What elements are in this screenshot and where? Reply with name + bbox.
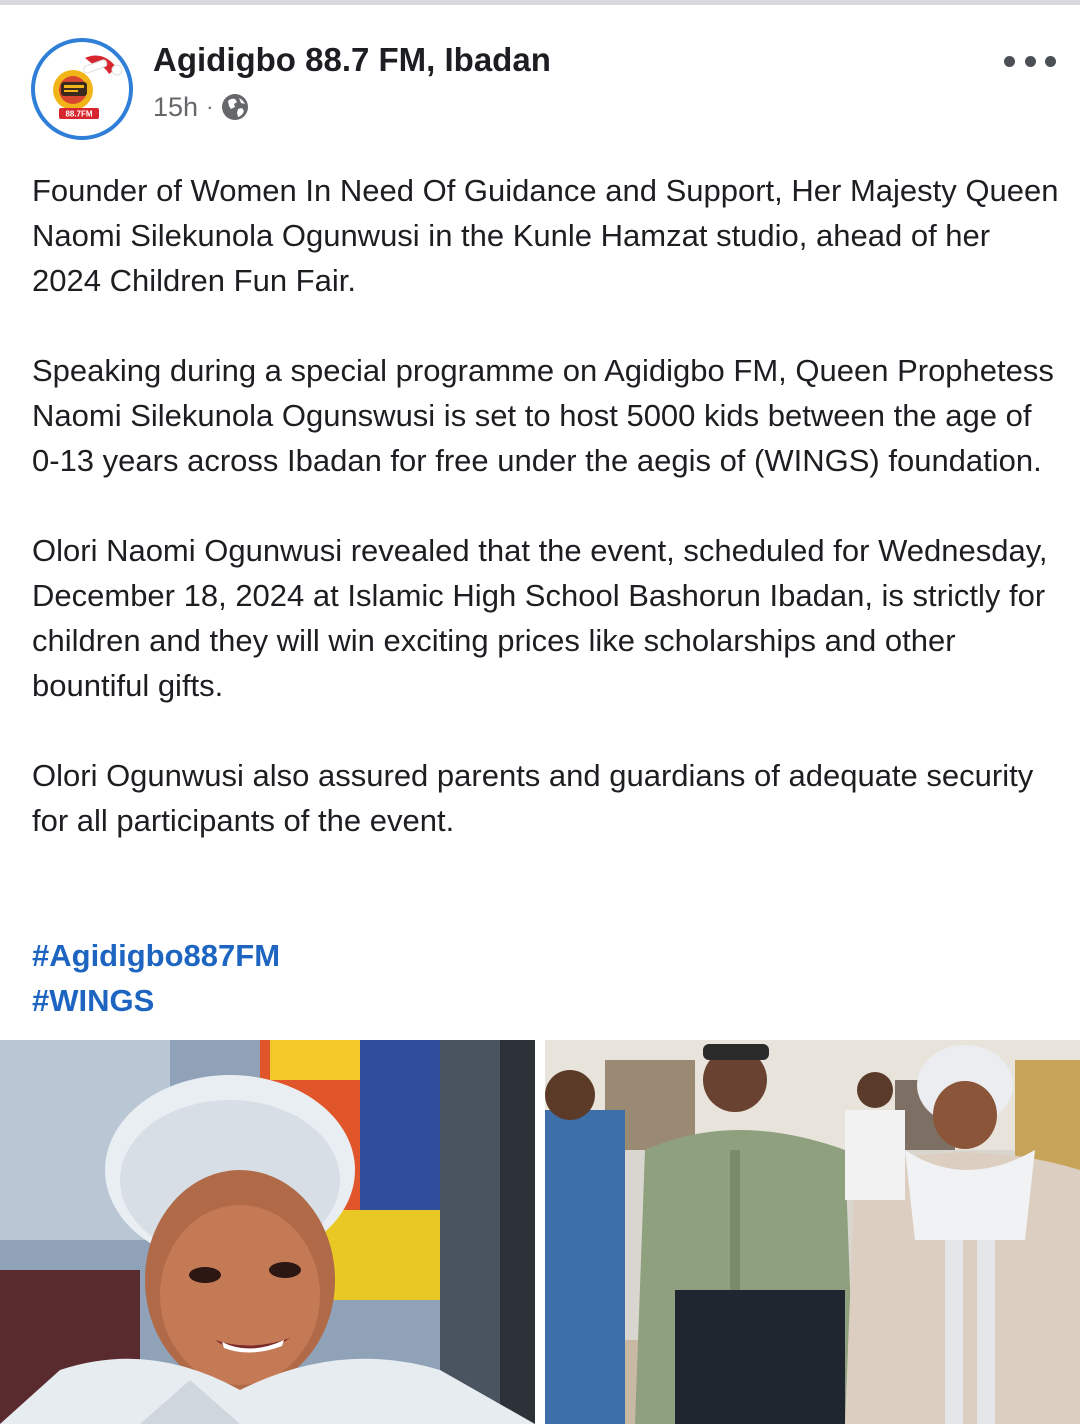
post-photo-right[interactable] bbox=[545, 1040, 1080, 1424]
station-logo-icon bbox=[37, 44, 127, 134]
meta-separator: · bbox=[206, 94, 214, 119]
globe-icon bbox=[220, 92, 250, 122]
post-photo-left[interactable] bbox=[0, 1040, 535, 1424]
hashtag-link[interactable]: #Agidigbo887FM bbox=[32, 938, 281, 973]
facebook-post bbox=[0, 5, 1080, 1419]
post-body bbox=[32, 168, 1062, 888]
hashtag-link[interactable]: #WINGS bbox=[32, 983, 155, 1018]
post-paragraph: Olori Ogunwusi also assured parents and guardians of adequate security for all participants of the event. bbox=[32, 758, 1034, 838]
post-paragraph: Olori Naomi Ogunwusi revealed that the event, scheduled for Wednesday, December 18, 2024 at Islamic High School Bashorun Ibadan, is strictly for children and they will win exciting prices like scholarships and other bountiful gifts. bbox=[32, 533, 1048, 703]
post-paragraph: Speaking during a special programme on Agidigbo FM, Queen Prophetess Naomi Silekunola Ogunswusi is set to host 5000 kids between the age of 0-13 years across Ibadan for free under the aegis of (WINGS) foundation. bbox=[32, 353, 1054, 478]
page-avatar[interactable] bbox=[31, 38, 133, 140]
hashtag-list bbox=[32, 933, 280, 1023]
svg-text:88.7FM: 88.7FM bbox=[65, 109, 93, 119]
photo-queen-studio bbox=[0, 1040, 535, 1424]
post-meta bbox=[153, 90, 250, 124]
page-name-link[interactable]: Agidigbo 88.7 FM, Ibadan bbox=[153, 41, 551, 78]
more-options-button[interactable] bbox=[1000, 43, 1060, 79]
post-timestamp[interactable]: 15h bbox=[153, 91, 199, 122]
post-paragraph: Founder of Women In Need Of Guidance and Support, Her Majesty Queen Naomi Silekunola Ogunwusi in the Kunle Hamzat studio, ahead of her 2024 Children Fun Fair. bbox=[32, 173, 1059, 298]
photo-queen-walking bbox=[545, 1040, 1080, 1424]
more-options-icon bbox=[1004, 56, 1015, 67]
